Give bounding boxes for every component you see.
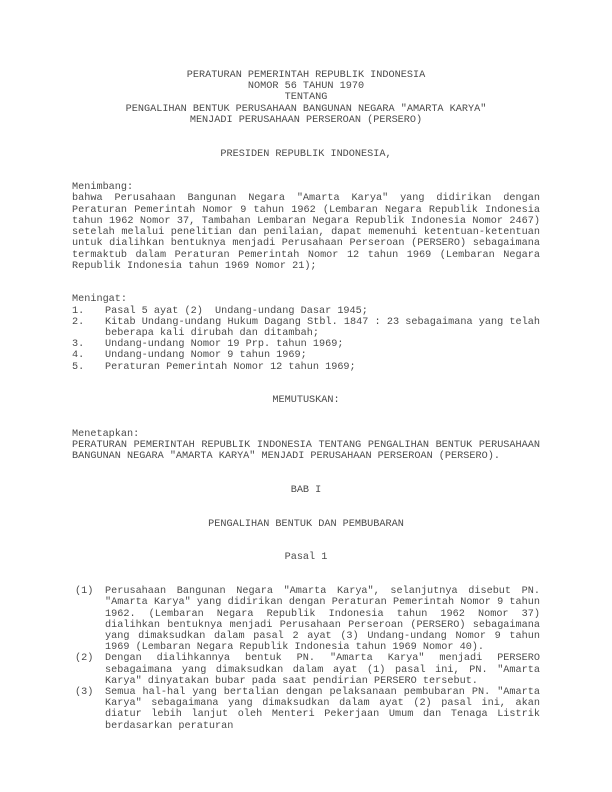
chapter-number: BAB I <box>290 485 322 497</box>
spacer <box>72 407 540 429</box>
clause-marker: (2) <box>75 653 94 665</box>
recalling-section <box>72 294 540 373</box>
list-text: Pasal 5 ayat (2) Undang-undang Dasar 1945; <box>105 305 368 317</box>
spacer <box>72 160 540 182</box>
list-marker: 3. <box>72 339 85 351</box>
title-line-2: NOMOR 56 TAHUN 1970 <box>247 81 365 93</box>
title-line-5: MENJADI PERUSAHAAN PERSEROAN (PERSERO) <box>189 114 423 126</box>
list-item <box>72 687 540 732</box>
title-line-1: PERATURAN PEMERINTAH REPUBLIK INDONESIA <box>186 70 426 81</box>
list-item <box>72 306 540 317</box>
considering-label: Menimbang: <box>72 182 134 194</box>
article-heading: Pasal 1 <box>284 552 328 564</box>
spacer <box>72 530 540 552</box>
document-title-block <box>72 70 540 126</box>
clause-marker: (3) <box>75 687 94 699</box>
list-marker: 1. <box>72 305 85 317</box>
authority-line: PRESIDEN REPUBLIK INDONESIA, <box>220 148 392 160</box>
list-marker: 4. <box>72 350 85 362</box>
clause-marker: (1) <box>75 586 94 598</box>
stipulating-section <box>72 429 540 463</box>
list-item <box>72 339 540 350</box>
clause-text: Semua hal-hal yang bertalian dengan pelaksanaan pembubaran PN. "Amarta Karya" sebagaimana yang dimaksudkan dalam ayat (2) pasal ini, akan diatur lebih lanjut oleh Menteri Pekerjaan Umum dan Tenaga Listrik berdasarkan peraturan <box>105 687 540 732</box>
list-item <box>72 653 540 687</box>
considering-text: bahwa Perusahaan Bangunan Negara "Amarta Karya" yang didirikan dengan Peraturan Pemerintah Nomor 9 tahun 1962 (Lembaran Negara Republik Indonesia tahun 1962 Nomor 37, Tambahan Lembaran Negara Republik Indonesia Nomor 2467) setelah melalui penelitian dan penilaian, dapat memenuhi ketentuan-ketentuan untuk dialihkan bentuknya menjadi Perusahaan Perseroan (PERSERO) sebagaimana termaktub dalam Peraturan Pemerintah Nomor 12 tahun 1969 (Lembaran Negara Republik Indonesia tahun 1969 Nomor 21); <box>72 193 540 272</box>
list-item <box>72 350 540 361</box>
spacer <box>72 463 540 485</box>
chapter-title: PENGALIHAN BENTUK DAN PEMBUBARAN <box>208 518 404 530</box>
title-line-4: PENGALIHAN BENTUK PERUSAHAAN BANGUNAN NEGARA "AMARTA KARYA" <box>125 103 487 115</box>
list-item <box>72 586 540 653</box>
stipulating-label: Menetapkan: <box>72 429 140 440</box>
recalling-label: Meningat: <box>72 294 128 306</box>
stipulating-text: PERATURAN PEMERINTAH REPUBLIK INDONESIA TENTANG PENGALIHAN BENTUK PERUSAHAAN BANGUNAN NEGARA "AMARTA KARYA" MENJADI PERUSAHAAN PERSEROAN (PERSERO). <box>72 440 540 463</box>
list-text: Undang-undang Nomor 9 tahun 1969; <box>105 350 307 362</box>
spacer <box>72 496 540 518</box>
list-marker: 2. <box>72 316 85 328</box>
title-line-3: TENTANG <box>284 92 328 104</box>
spacer <box>72 373 540 395</box>
decides-heading: MEMUTUSKAN: <box>272 395 340 407</box>
clause-text: Dengan dialihkannya bentuk PN. "Amarta Karya" menjadi PERSERO sebagaimana yang dimaksudkan dalam ayat (1) pasal ini, PN. "Amarta Karya" dinyatakan bubar pada saat pendirian PERSERO tersebut. <box>105 653 540 687</box>
list-text: Undang-undang Nomor 19 Prp. tahun 1969; <box>105 339 344 351</box>
considering-section <box>72 182 540 272</box>
document-body <box>72 70 540 732</box>
list-marker: 5. <box>72 361 85 373</box>
list-text: Kitab Undang-undang Hukum Dagang Stbl. 1847 : 23 sebagaimana yang telah beberapa kali dirubah dan ditambah; <box>105 316 540 340</box>
spacer <box>72 272 540 294</box>
list-text: Peraturan Pemerintah Nomor 12 tahun 1969; <box>105 361 356 373</box>
recalling-list <box>72 306 540 373</box>
spacer <box>72 564 540 586</box>
spacer <box>72 126 540 148</box>
article-clause-list <box>72 586 540 732</box>
list-item <box>72 317 540 339</box>
clause-text: Perusahaan Bangunan Negara "Amarta Karya", selanjutnya disebut PN. "Amarta Karya" yang didirikan dengan Peraturan Pemerintah Nomor 9 tahun 1962. (Lembaran Negara Republik Indonesia tahun 1962 Nomor 37) dialihkan bentuknya menjadi Perusahaan Perseroan (PERSERO) sebagaimana yang dimaksudkan dalam pasal 2 ayat (3) Undang-undang Nomor 9 tahun 1969 (Lembaran Negara Republik Indonesia tahun 1969 Nomor 40). <box>105 586 540 654</box>
list-item <box>72 362 540 373</box>
